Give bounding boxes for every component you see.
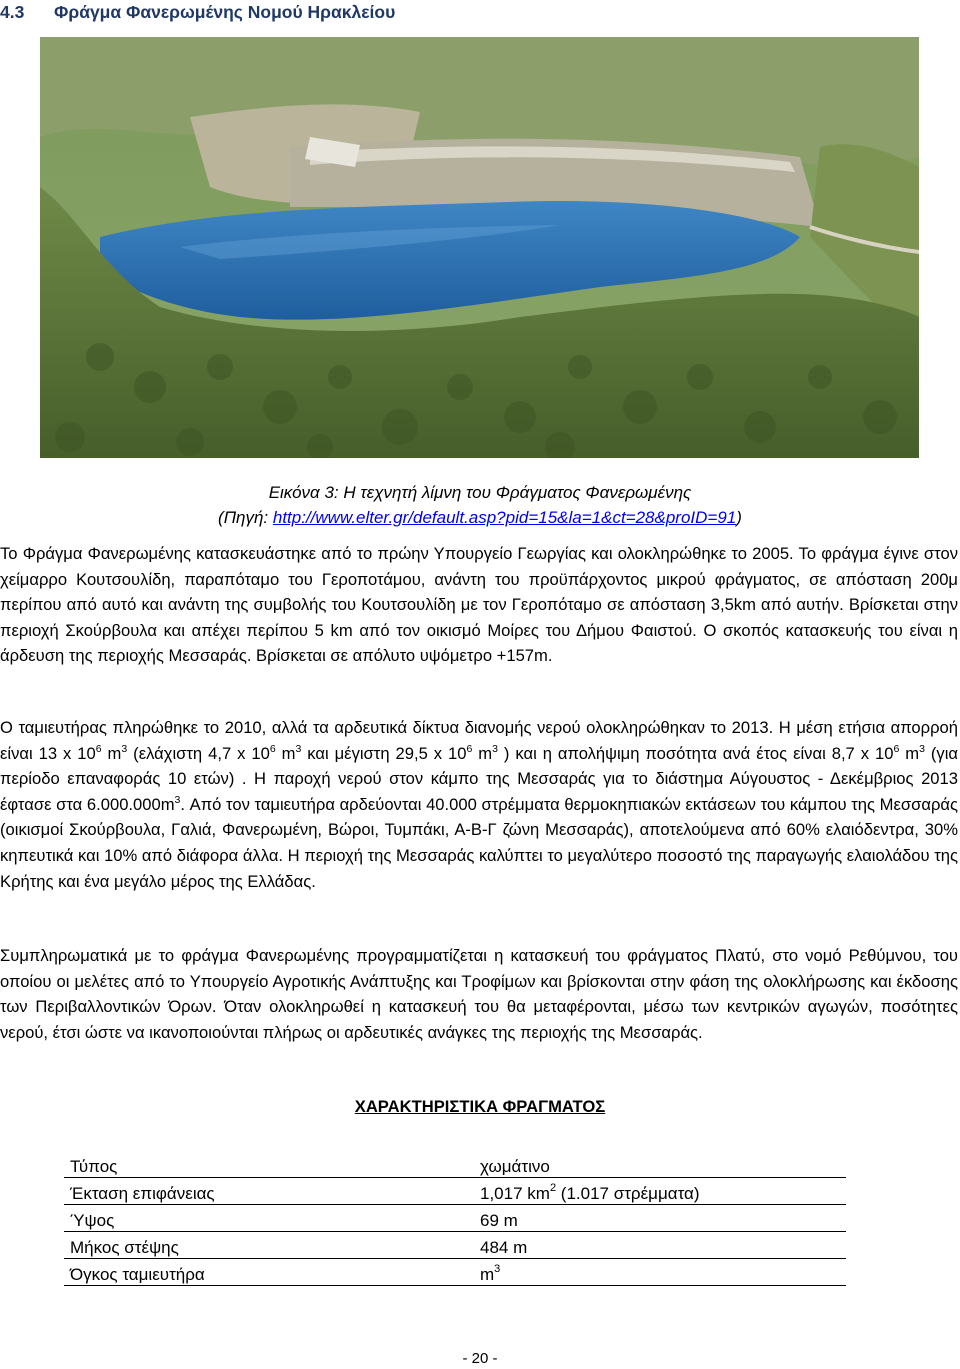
paragraph-2 bbox=[0, 715, 958, 894]
reservoir-photo bbox=[40, 37, 919, 458]
spec-value: 69 m bbox=[474, 1205, 846, 1232]
paragraph-3: Συμπληρωματικά με το φράγμα Φανερωμένης προγραμματίζεται η κατασκευή του φράγματος Πλατύ, στο νομό Ρεθύμνου, του οποίου οι μελέτες από το Υπουργείο Αγροτικής Ανάπτυξης και Τροφίμων και βρίσκονται στην φάση της ολοκλήρωσης και έκδοσης των Περιβαλλοντικών Όρων. Όταν ολοκληρωθεί η κατασκευή του θα μεταφέρονται, μέσω των κεντρικών αγωγών, ποσότητες νερού, έτσι ώστε να ικανοποιούνται πλήρως οι αρδευτικές ανάγκες της περιοχής της Μεσσαράς. bbox=[0, 946, 958, 1042]
p2-i: (για περίοδο επαναφοράς 10 ετών) . Η παροχή νερού στον κάμπο της Μεσσαράς για το διάστημα Αύγουστος - Δεκέμβριος 2013 έφτασε στα 6.000.000m bbox=[0, 743, 958, 814]
caption-source-prefix: (Πηγή: bbox=[218, 508, 273, 527]
spec-value-a: m bbox=[480, 1265, 495, 1284]
spec-label: Έκταση επιφάνειας bbox=[64, 1178, 474, 1205]
spec-value bbox=[474, 1178, 846, 1205]
spec-value: χωμάτινο bbox=[474, 1151, 846, 1178]
spec-label: Ύψος bbox=[64, 1205, 474, 1232]
p2-g-sup: 6 bbox=[893, 742, 900, 755]
table-row bbox=[64, 1232, 846, 1259]
table-row bbox=[64, 1259, 846, 1286]
section-title: Φράγμα Φανερωμένης Νομού Ηρακλείου bbox=[54, 2, 396, 22]
spec-label: Όγκος ταμιευτήρα bbox=[64, 1259, 474, 1286]
spec-value bbox=[474, 1259, 846, 1286]
p2-i-sup: 3 bbox=[174, 793, 181, 806]
spec-value: 484 m bbox=[474, 1232, 846, 1259]
p2-a: Ο ταμιευτήρας πληρώθηκε το 2010, αλλά τα αρδευτικά δίκτυα διανομής νερού ολοκληρώθηκαν το 2013. Η μέση ετήσια απορροή είναι 13 x 10 bbox=[0, 718, 958, 763]
table-row bbox=[64, 1178, 846, 1205]
spec-label: Τύπος bbox=[64, 1151, 474, 1178]
spec-value-sup: 3 bbox=[494, 1263, 501, 1275]
table-row bbox=[64, 1151, 846, 1178]
paragraph-1: Το Φράγμα Φανερωμένης κατασκευάστηκε από το πρώην Υπουργείο Γεωργίας και ολοκληρώθηκε το 2005. Το φράγμα έγινε στον χείμαρρο Κουτσουλίδη, παραπόταμο του Γεροποτάμου, ανάντη του προϋπάρχοντος μικρού φράγματος, σε απόσταση 200μ περίπου από αυτό και ανάντη της συμβολής του Κουτσουλίδη με τον Γεροπόταμο σε απόσταση 3,5km από αυτήν. Βρίσκεται στην περιοχή Σκούρβουλα και απέχει περίπου 5 km από τον οικισμό Μοίρες του Δήμου Φαιστού. Ο σκοπός κατασκευής του είναι η άρδευση της περιοχής Μεσσαράς. Βρίσκεται σε απόλυτο υψόμετρο +157m. bbox=[0, 544, 958, 666]
p2-d: m bbox=[275, 743, 296, 763]
spec-value-b: (1.017 στρέμματα) bbox=[556, 1184, 700, 1203]
table-row bbox=[64, 1205, 846, 1232]
section-number: 4.3 bbox=[0, 2, 25, 22]
p2-d-sup: 3 bbox=[295, 742, 302, 755]
page-number: - 20 - bbox=[462, 1350, 498, 1367]
specs-table bbox=[64, 1151, 846, 1286]
p2-b-sup: 3 bbox=[121, 742, 128, 755]
p2-h-sup: 3 bbox=[919, 742, 925, 755]
p2-j: . Από τον ταμιευτήρα αρδεύονται 40.000 στρέμματα θερμοκηπιακών εκτάσεων του κάμπου της Μεσσαράς (οικισμοί Σκούρβουλα, Γαλιά, Φανερωμένη, Βώροι, Τυμπάκι, Α-Β-Γ ζώνη Μεσσαράς), αποτελούμενα από 60% ελαιόδεντρα, 30% κηπευτικά και 10% από διάφορα άλλα. Η περιοχή της Μεσσαράς καλύπτει το μεγαλύτερο ποσοστό της παραγωγής ελαιολάδου της Κρήτης και ένα μεγάλο μέρος της Ελλάδας. bbox=[0, 794, 958, 891]
p2-b: m bbox=[101, 743, 122, 763]
section-heading bbox=[0, 2, 395, 23]
p2-e-sup: 6 bbox=[466, 742, 473, 755]
caption-source-suffix: ) bbox=[736, 508, 742, 527]
p2-g: ) και η απολήψιμη ποσότητα ανά έτος είναι 8,7 x 10 bbox=[497, 743, 894, 763]
p2-a-sup: 6 bbox=[95, 742, 102, 755]
p2-f-sup: 3 bbox=[492, 742, 498, 755]
source-link[interactable]: http://www.elter.gr/default.asp?pid=15&la=1&ct=28&proID=91 bbox=[272, 508, 737, 527]
caption-source bbox=[0, 505, 960, 530]
p2-f: m bbox=[472, 743, 493, 763]
spec-value-a: 1,017 km bbox=[480, 1184, 550, 1203]
p2-h: m bbox=[899, 743, 920, 763]
p2-e: και μέγιστη 29,5 x 10 bbox=[301, 743, 467, 763]
spec-value-sup: 2 bbox=[549, 1182, 557, 1194]
p2-c: (ελάχιστη 4,7 x 10 bbox=[127, 743, 270, 763]
p2-c-sup: 6 bbox=[269, 742, 276, 755]
spec-label: Μήκος στέψης bbox=[64, 1232, 474, 1259]
figure-caption bbox=[0, 480, 960, 530]
specs-title: ΧΑΡΑΚΤΗΡΙΣΤΙΚΑ ΦΡΑΓΜΑΤΟΣ bbox=[354, 1097, 606, 1116]
caption-title: Εικόνα 3: Η τεχνητή λίμνη του Φράγματος Φανερωμένης bbox=[268, 483, 692, 502]
